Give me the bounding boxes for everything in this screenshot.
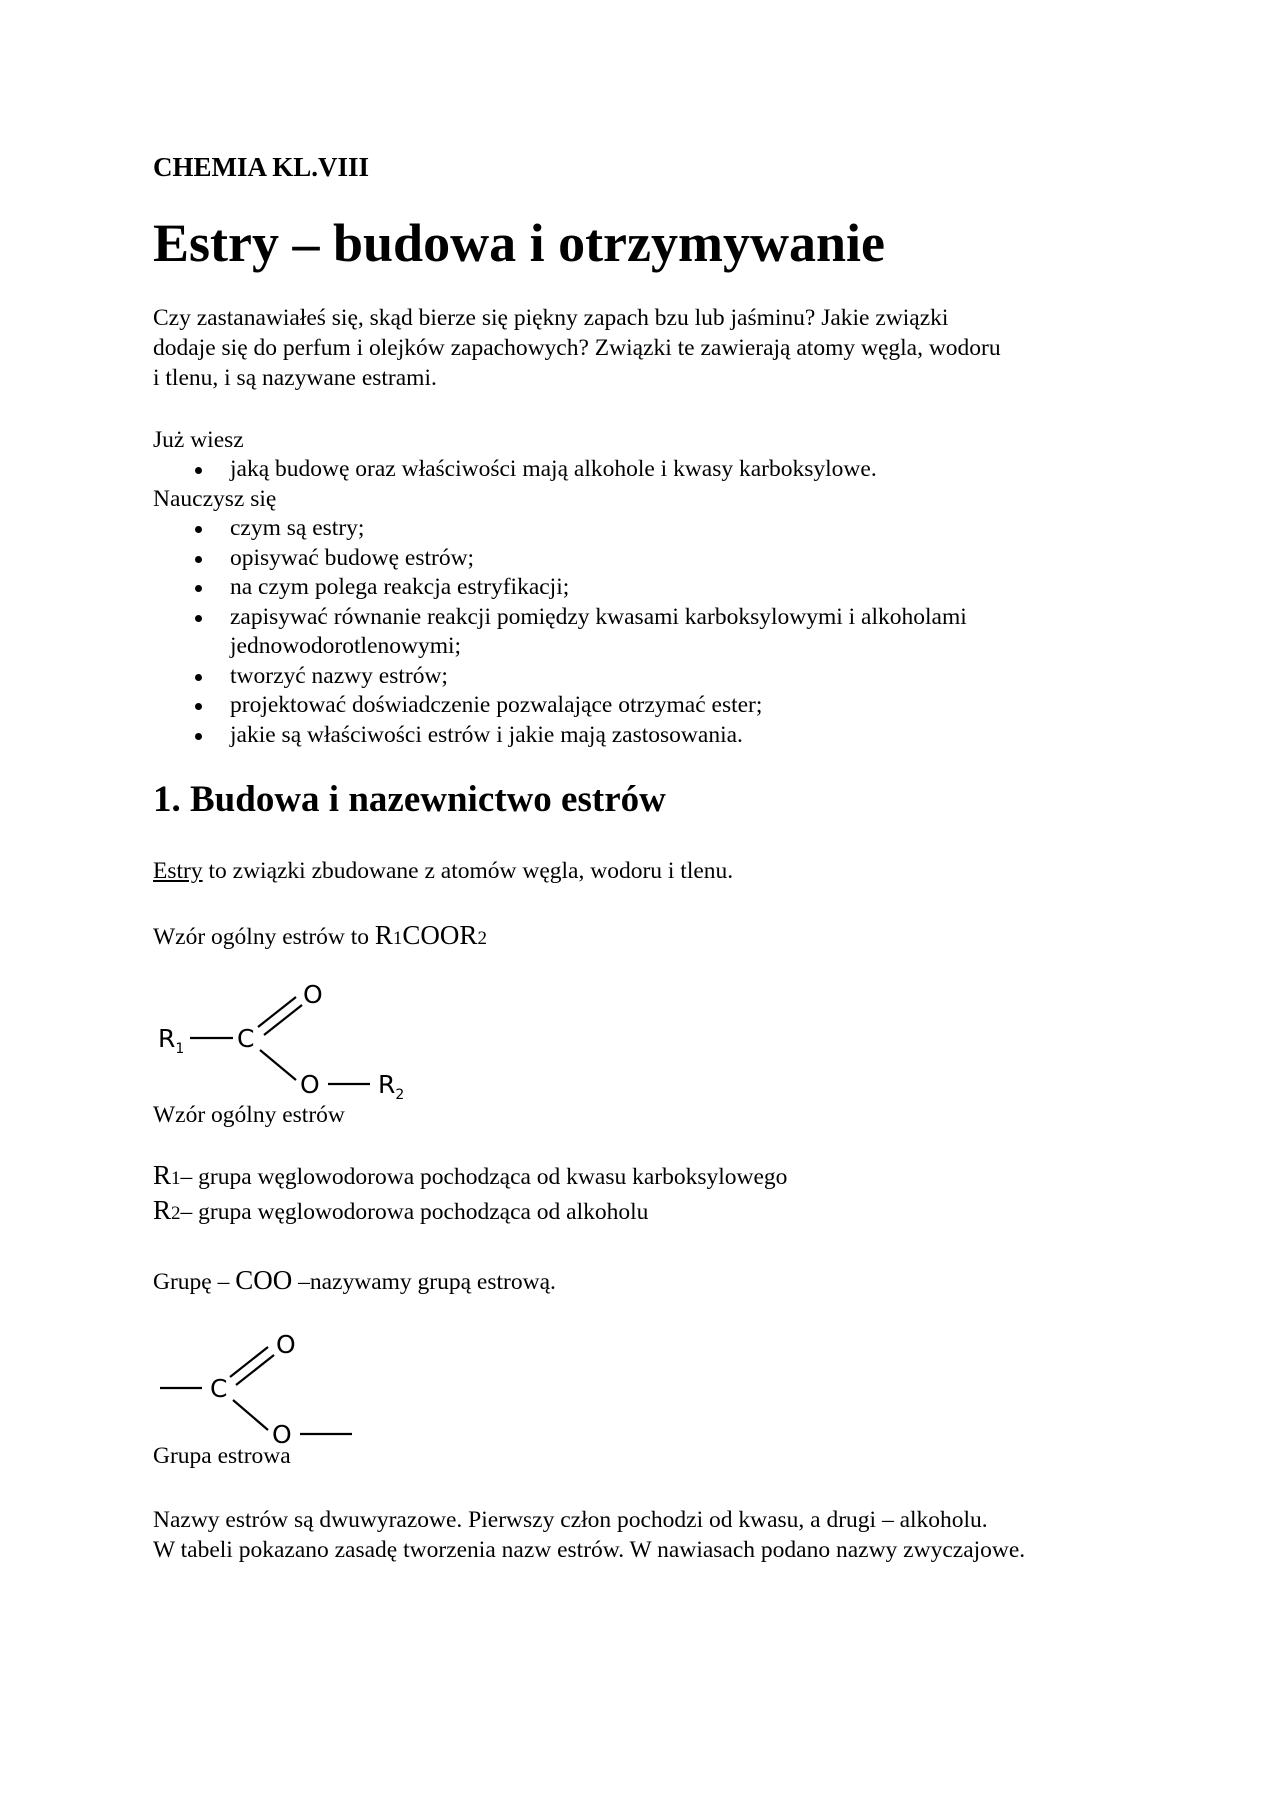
bullet-icon <box>195 526 202 533</box>
double-bond-line-a <box>230 1347 268 1377</box>
subject-heading: CHEMIA KL.VIII <box>153 152 370 182</box>
ester-general-structure-diagram <box>150 980 430 1100</box>
r1-atom-label: $R_1$ <box>158 1024 185 1057</box>
oxygen-bottom-label: O <box>300 1070 320 1099</box>
bullet-icon <box>195 733 202 740</box>
oxygen-top-label: O <box>276 1330 296 1359</box>
will-learn-heading: Nauczysz się <box>153 486 277 512</box>
bullet-icon <box>195 703 202 710</box>
general-formula-line: Wzór ogólny estrów to R1COOR2 <box>153 920 487 950</box>
list-item: zapisywać równanie reakcji pomiędzy kwasami karboksylowymi i alkoholami jednowodorotlenowymi; <box>153 603 967 662</box>
section-heading: 1. Budowa i nazewnictwo estrów <box>153 779 666 820</box>
already-know-list <box>153 455 877 485</box>
ester-group-line: Grupę – COO –nazywamy grupą estrową. <box>153 1265 556 1295</box>
diagram1-caption: Wzór ogólny estrów <box>153 1102 345 1128</box>
intro-line-2: dodaje się do perfum i olejków zapachowych? Związki te zawierają atomy węgla, wodoru <box>153 335 1001 361</box>
diagram2-caption: Grupa estrowa <box>153 1443 291 1469</box>
r1-description: R1– grupa węglowodorowa pochodząca od kwasu karboksylowego <box>153 1160 788 1190</box>
definition-line <box>153 856 733 886</box>
names-line-1: Nazwy estrów są dwuwyrazowe. Pierwszy człon pochodzi od kwasu, a drugi – alkoholu. <box>153 1507 988 1533</box>
bullet-icon <box>195 615 202 622</box>
single-bond-c-o <box>233 1400 268 1430</box>
r2-atom-label: $R_2$ <box>378 1070 405 1100</box>
intro-line-3: i tlenu, i są nazywane estrami. <box>153 365 437 391</box>
definition-text: to związki zbudowane z atomów węgla, wodoru i tlenu. <box>202 858 734 884</box>
list-item: opisywać budowę estrów; <box>153 544 967 574</box>
oxygen-bottom-label: O <box>272 1420 292 1449</box>
single-bond-c-o <box>260 1050 296 1080</box>
intro-line-1: Czy zastanawiałeś się, skąd bierze się piękny zapach bzu lub jaśminu? Jakie związki <box>153 305 949 331</box>
r2-description: R2– grupa węglowodorowa pochodząca od alkoholu <box>153 1195 649 1225</box>
double-bond-line-b <box>264 1005 302 1035</box>
names-paragraph <box>153 1505 1025 1565</box>
list-item: projektować doświadczenie pozwalające otrzymać ester; <box>153 691 967 721</box>
names-line-2: W tabeli pokazano zasadę tworzenia nazw estrów. W nawiasach podano nazwy zwyczajowe. <box>153 1537 1026 1563</box>
double-bond-line-b <box>236 1355 274 1385</box>
list-item: jaką budowę oraz właściwości mają alkohole i kwasy karboksylowe. <box>153 455 877 485</box>
bullet-icon <box>195 556 202 563</box>
page-title: Estry – budowa i otrzymywanie <box>153 213 885 273</box>
intro-paragraph <box>153 303 1001 393</box>
list-item: czym są estry; <box>153 514 967 544</box>
definition-term: Estry <box>153 858 203 884</box>
ester-group-diagram <box>150 1330 370 1450</box>
list-item: tworzyć nazwy estrów; <box>153 662 967 692</box>
list-item: jakie są właściwości estrów i jakie mają zastosowania. <box>153 721 967 751</box>
bullet-icon <box>195 674 202 681</box>
carbon-atom-label: C <box>237 1024 255 1053</box>
will-learn-list <box>153 514 967 750</box>
bullet-icon <box>195 467 202 474</box>
double-bond-line-a <box>258 997 296 1027</box>
list-item: na czym polega reakcja estryfikacji; <box>153 573 967 603</box>
bullet-icon <box>195 585 202 592</box>
oxygen-top-label: O <box>303 980 323 1009</box>
already-know-heading: Już wiesz <box>153 427 244 453</box>
carbon-atom-label: C <box>210 1374 228 1403</box>
